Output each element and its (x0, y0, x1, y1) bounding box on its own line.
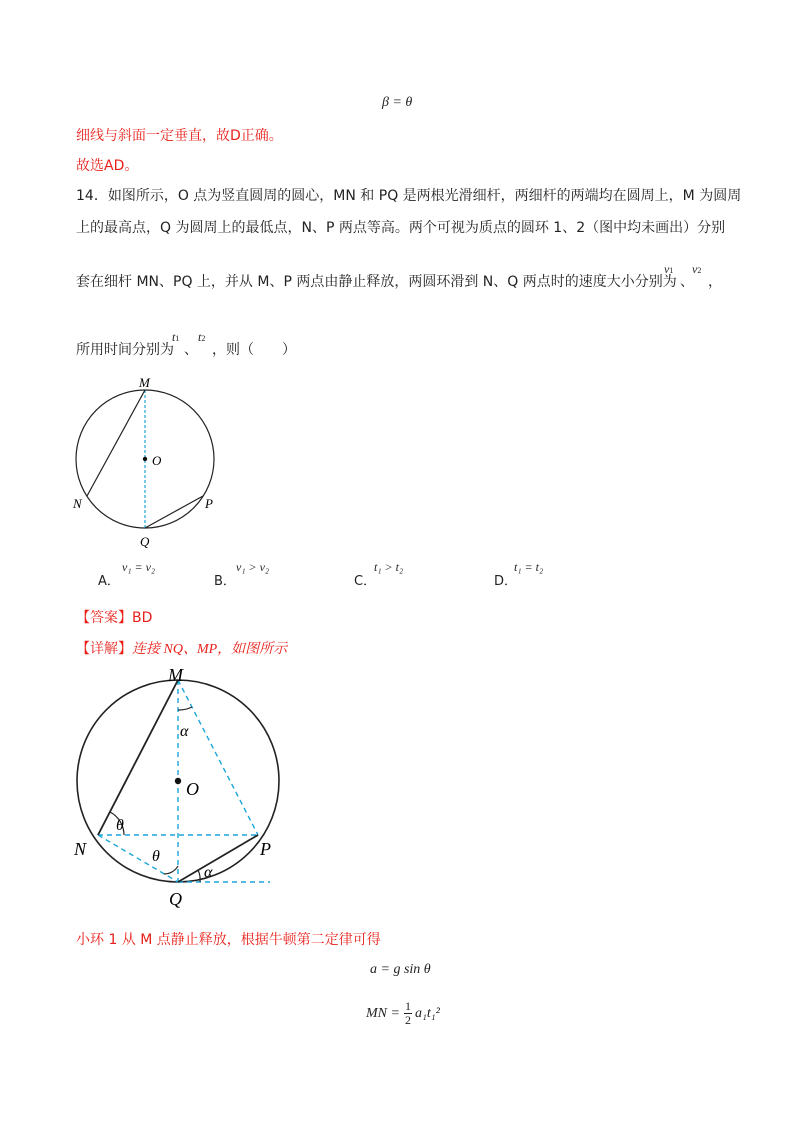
label-q: Q (140, 534, 150, 549)
solution-line: 小环 1 从 M 点静止释放，根据牛顿第二定律可得 (76, 932, 381, 948)
question-text-1: 如图所示，O 点为竖直圆周的圆心，MN 和 PQ 是两根光滑细杆，两细杆的两端均在圆周上，M 为圆周 (107, 188, 742, 204)
question-text-3: 套在细杆 MN、PQ 上，并从 M、P 两点由静止释放，两圆环滑到 N、Q 两点时的速度大小分别为 (76, 274, 677, 290)
question-line-2: 上的最高点，Q 为圆周上的最低点，N、P 两点等高。两个可视为质点的圆环 1、2（图中均未画出）分别 (76, 220, 726, 236)
label-theta-bottom: θ (152, 848, 160, 865)
question-line-3 (76, 272, 677, 292)
symbol-v2: v2 (692, 262, 702, 276)
label-alpha-top: α (180, 723, 189, 740)
question-number: 14． (76, 188, 108, 204)
answer-tag: 【答案】 (76, 610, 132, 626)
equation-a: a = g sin θ (370, 962, 431, 977)
option-d[interactable]: D． (494, 574, 518, 589)
detail (76, 639, 287, 660)
detail-tag: 【详解】 (76, 641, 132, 657)
figure-1-circle-diagram (66, 372, 226, 552)
label-q-2: Q (169, 889, 182, 909)
separator-1: 、 (680, 274, 694, 290)
symbol-v1: v1 (664, 262, 674, 276)
label-o-2: O (186, 779, 199, 799)
equation-mn: MN = 1 2 a₁t₁² (366, 999, 440, 1027)
question-end: ，则（ ） (212, 342, 296, 358)
label-p-2: P (260, 839, 271, 859)
label-n-2: N (74, 839, 87, 859)
label-m: M (139, 375, 150, 390)
symbol-t2: t2 (198, 330, 206, 344)
option-d-expr: t₁ = t₂ (514, 560, 544, 574)
symbol-t1: t1 (172, 330, 180, 344)
answer-value: BD (132, 610, 153, 626)
option-a[interactable]: A． (98, 574, 120, 589)
label-n: N (73, 496, 82, 511)
option-c-expr: t₁ > t₂ (374, 560, 404, 574)
label-m-2: M (168, 665, 183, 685)
question-line-1 (76, 186, 741, 206)
comma-3: ， (708, 274, 722, 290)
question-line-4: 所用时间分别为 (76, 342, 174, 358)
equation-beta: β = θ (382, 95, 413, 110)
option-b-expr: v₁ > v₂ (236, 560, 270, 574)
option-a-expr: v₁ = v₂ (122, 560, 156, 574)
label-o: O (152, 453, 162, 468)
figure-2-circle-diagram (66, 662, 286, 912)
conclusion-d: 细线与斜面一定垂直，故D正确。 (76, 128, 283, 144)
option-b[interactable]: B． (214, 574, 236, 589)
label-alpha-bottom: α (204, 864, 213, 881)
option-c[interactable]: C． (354, 574, 377, 589)
label-p: P (205, 496, 213, 511)
label-theta-left: θ (116, 817, 124, 834)
detail-text: 连接 NQ、MP，如图所示 (132, 642, 288, 657)
choose-ad: 故选AD。 (76, 158, 139, 174)
answer (76, 608, 152, 628)
separator-2: 、 (184, 342, 198, 358)
